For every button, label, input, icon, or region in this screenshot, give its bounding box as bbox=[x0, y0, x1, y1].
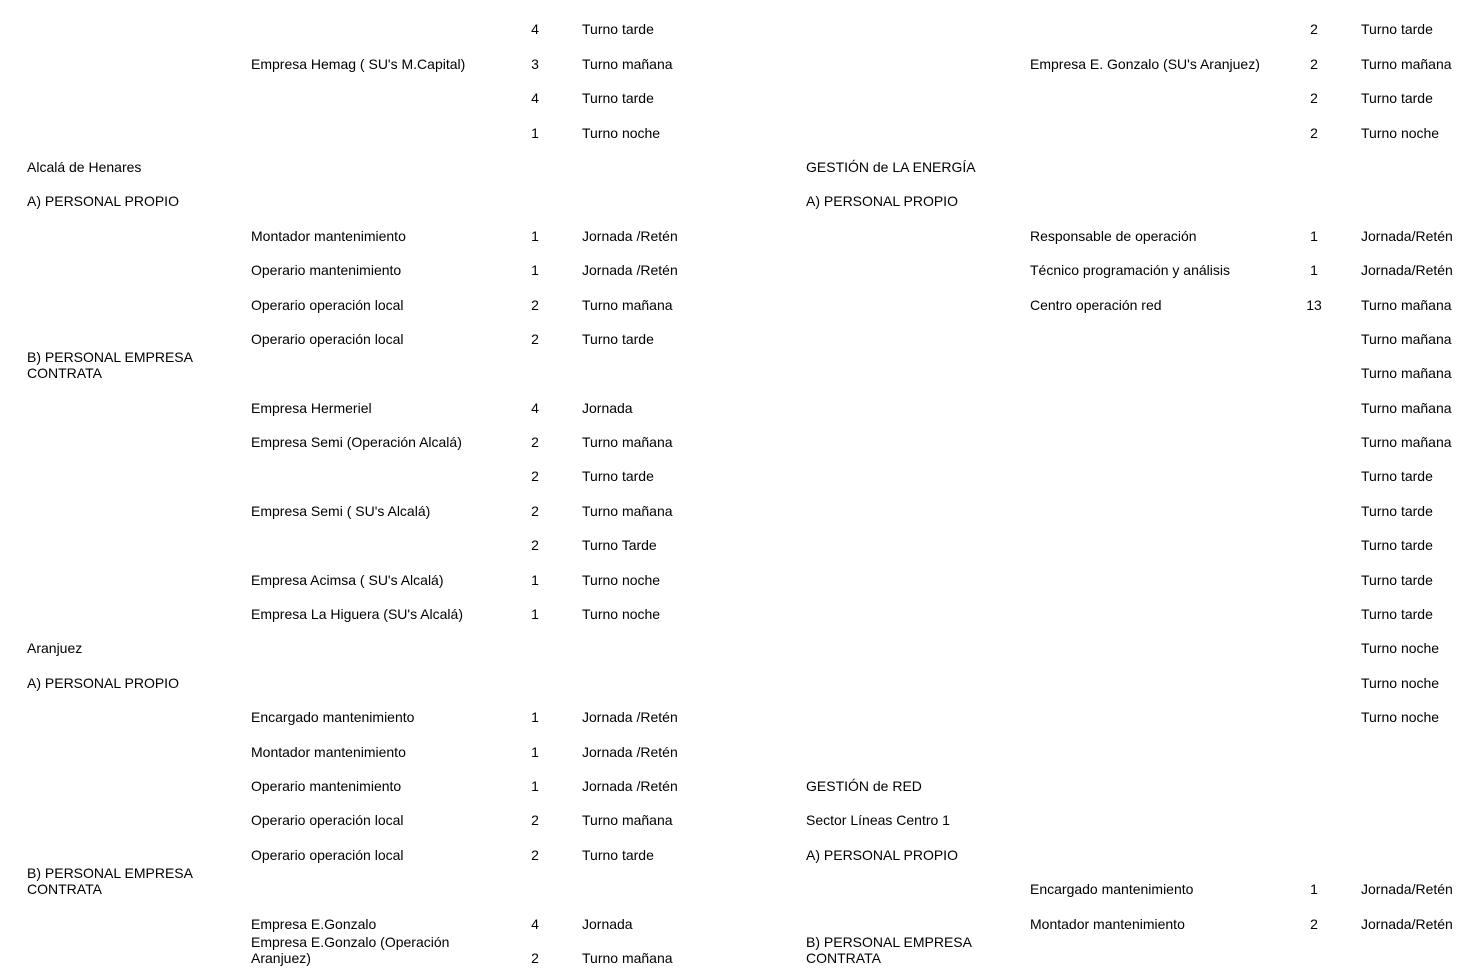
shift-label-right: Turno tarde bbox=[1361, 468, 1433, 485]
staffing-table bbox=[0, 8, 1480, 971]
shift-label-right: Turno noche bbox=[1361, 640, 1440, 657]
table-row bbox=[0, 593, 1480, 627]
headcount: 2 bbox=[531, 846, 539, 863]
shift-label-right: Turno tarde bbox=[1361, 571, 1433, 588]
table-row bbox=[0, 833, 1480, 867]
table-row bbox=[0, 77, 1480, 111]
table-row bbox=[0, 42, 1480, 76]
table-row bbox=[0, 214, 1480, 248]
shift-label-right: Turno mañana bbox=[1361, 296, 1452, 313]
section-label: Alcalá de Henares bbox=[27, 158, 142, 175]
shift-label: Turno tarde bbox=[582, 330, 654, 347]
area-label: GESTIÓN de LA ENERGÍA bbox=[806, 158, 976, 175]
table-row bbox=[0, 283, 1480, 317]
headcount: 1 bbox=[531, 777, 539, 794]
table-row bbox=[0, 349, 1480, 386]
role-label-right: Encargado mantenimiento bbox=[1030, 881, 1194, 898]
headcount: 2 bbox=[531, 812, 539, 829]
shift-label: Turno mañana bbox=[582, 949, 673, 966]
shift-label: Turno Tarde bbox=[582, 537, 657, 554]
area-label: A) PERSONAL PROPIO bbox=[806, 846, 958, 863]
shift-label: Jornada /Retén bbox=[582, 262, 678, 279]
shift-label-right: Turno mañana bbox=[1361, 365, 1452, 382]
role-label: Operario operación local bbox=[251, 296, 404, 313]
headcount-right: 2 bbox=[1310, 21, 1318, 38]
headcount-right: 1 bbox=[1310, 227, 1318, 244]
table-row bbox=[0, 627, 1480, 661]
role-label: Operario mantenimiento bbox=[251, 777, 402, 794]
headcount-right: 1 bbox=[1310, 881, 1318, 898]
shift-label: Jornada bbox=[582, 399, 633, 416]
table-row bbox=[0, 524, 1480, 558]
table-row bbox=[0, 765, 1480, 799]
headcount-right: 1 bbox=[1310, 262, 1318, 279]
shift-label: Turno tarde bbox=[582, 468, 654, 485]
table-row bbox=[0, 455, 1480, 489]
headcount-right: 2 bbox=[1310, 915, 1318, 932]
shift-label-right: Turno mañana bbox=[1361, 399, 1452, 416]
headcount: 2 bbox=[531, 502, 539, 519]
shift-label: Turno mañana bbox=[582, 502, 673, 519]
table-row bbox=[0, 799, 1480, 833]
shift-label-right: Turno mañana bbox=[1361, 434, 1452, 451]
role-label: Empresa Semi (Operación Alcalá) bbox=[251, 434, 462, 451]
section-label: B) PERSONAL EMPRESA CONTRATA bbox=[27, 865, 193, 898]
headcount: 2 bbox=[531, 537, 539, 554]
headcount: 1 bbox=[531, 743, 539, 760]
shift-label: Jornada /Retén bbox=[582, 227, 678, 244]
shift-label-right: Turno tarde bbox=[1361, 606, 1433, 623]
shift-label-right: Turno tarde bbox=[1361, 90, 1433, 107]
table-row bbox=[0, 661, 1480, 695]
shift-label: Jornada bbox=[582, 915, 633, 932]
area-label: GESTIÓN de RED bbox=[806, 777, 922, 794]
headcount: 2 bbox=[531, 949, 539, 966]
shift-label-right: Turno tarde bbox=[1361, 537, 1433, 554]
table-row bbox=[0, 902, 1480, 936]
shift-label: Jornada /Retén bbox=[582, 743, 678, 760]
role-label: Empresa Hermeriel bbox=[251, 399, 372, 416]
headcount-right: 2 bbox=[1310, 90, 1318, 107]
role-label-right: Técnico programación y análisis bbox=[1030, 262, 1230, 279]
shift-label: Turno mañana bbox=[582, 55, 673, 72]
role-label-right: Empresa E. Gonzalo (SU's Aranjuez) bbox=[1030, 55, 1260, 72]
shift-label-right: Jornada/Retén bbox=[1361, 915, 1453, 932]
role-label: Empresa La Higuera (SU's Alcalá) bbox=[251, 606, 463, 623]
shift-label-right: Turno mañana bbox=[1361, 55, 1452, 72]
role-label: Montador mantenimiento bbox=[251, 227, 406, 244]
shift-label: Turno tarde bbox=[582, 21, 654, 38]
role-label: Empresa Semi ( SU's Alcalá) bbox=[251, 502, 431, 519]
role-label: Montador mantenimiento bbox=[251, 743, 406, 760]
table-row bbox=[0, 730, 1480, 764]
area-label: B) PERSONAL EMPRESA CONTRATA bbox=[806, 933, 972, 966]
headcount: 2 bbox=[531, 434, 539, 451]
headcount-right: 13 bbox=[1306, 296, 1322, 313]
shift-label: Turno mañana bbox=[582, 296, 673, 313]
table-row bbox=[0, 933, 1480, 971]
shift-label: Turno tarde bbox=[582, 90, 654, 107]
shift-label-right: Turno noche bbox=[1361, 674, 1440, 691]
role-label: Operario operación local bbox=[251, 330, 404, 347]
shift-label: Turno noche bbox=[582, 124, 661, 141]
role-label: Operario operación local bbox=[251, 812, 404, 829]
table-row bbox=[0, 111, 1480, 145]
section-label: Aranjuez bbox=[27, 640, 83, 657]
shift-label-right: Jornada/Retén bbox=[1361, 227, 1453, 244]
role-label-right: Responsable de operación bbox=[1030, 227, 1197, 244]
role-label: Empresa Acimsa ( SU's Alcalá) bbox=[251, 571, 444, 588]
shift-label-right: Turno noche bbox=[1361, 709, 1440, 726]
section-label: B) PERSONAL EMPRESA CONTRATA bbox=[27, 349, 193, 382]
role-label: Empresa E.Gonzalo (Operación Aranjuez) bbox=[251, 933, 450, 966]
shift-label: Turno noche bbox=[582, 606, 661, 623]
headcount: 1 bbox=[531, 227, 539, 244]
shift-label-right: Jornada/Retén bbox=[1361, 262, 1453, 279]
headcount: 2 bbox=[531, 468, 539, 485]
headcount: 1 bbox=[531, 571, 539, 588]
shift-label-right: Turno tarde bbox=[1361, 502, 1433, 519]
area-label: Sector Líneas Centro 1 bbox=[806, 812, 950, 829]
headcount-right: 2 bbox=[1310, 55, 1318, 72]
shift-label: Turno tarde bbox=[582, 846, 654, 863]
headcount: 1 bbox=[531, 709, 539, 726]
shift-label-right: Turno noche bbox=[1361, 124, 1440, 141]
section-label: A) PERSONAL PROPIO bbox=[27, 674, 179, 691]
table-row bbox=[0, 180, 1480, 214]
headcount: 3 bbox=[531, 55, 539, 72]
role-label: Empresa E.Gonzalo bbox=[251, 915, 377, 932]
headcount: 4 bbox=[531, 21, 539, 38]
headcount: 1 bbox=[531, 262, 539, 279]
table-row bbox=[0, 386, 1480, 420]
shift-label-right: Turno mañana bbox=[1361, 330, 1452, 347]
shift-label: Jornada /Retén bbox=[582, 777, 678, 794]
headcount: 4 bbox=[531, 90, 539, 107]
shift-label-right: Turno tarde bbox=[1361, 21, 1433, 38]
headcount-right: 2 bbox=[1310, 124, 1318, 141]
shift-label-right: Jornada/Retén bbox=[1361, 881, 1453, 898]
role-label: Operario mantenimiento bbox=[251, 262, 402, 279]
headcount: 1 bbox=[531, 124, 539, 141]
headcount: 2 bbox=[531, 330, 539, 347]
table-row bbox=[0, 696, 1480, 730]
table-row bbox=[0, 146, 1480, 180]
shift-label: Turno mañana bbox=[582, 812, 673, 829]
role-label: Encargado mantenimiento bbox=[251, 709, 415, 726]
table-row bbox=[0, 249, 1480, 283]
role-label: Empresa Hemag ( SU's M.Capital) bbox=[251, 55, 466, 72]
table-row bbox=[0, 865, 1480, 902]
table-row bbox=[0, 8, 1480, 42]
role-label: Operario operación local bbox=[251, 846, 404, 863]
table-row bbox=[0, 421, 1480, 455]
role-label-right: Montador mantenimiento bbox=[1030, 915, 1185, 932]
headcount: 1 bbox=[531, 606, 539, 623]
area-label: A) PERSONAL PROPIO bbox=[806, 193, 958, 210]
shift-label: Turno noche bbox=[582, 571, 661, 588]
shift-label: Turno mañana bbox=[582, 434, 673, 451]
role-label-right: Centro operación red bbox=[1030, 296, 1162, 313]
table-row bbox=[0, 489, 1480, 523]
shift-label: Jornada /Retén bbox=[582, 709, 678, 726]
headcount: 4 bbox=[531, 399, 539, 416]
section-label: A) PERSONAL PROPIO bbox=[27, 193, 179, 210]
table-row bbox=[0, 558, 1480, 592]
headcount: 2 bbox=[531, 296, 539, 313]
table-row bbox=[0, 318, 1480, 352]
headcount: 4 bbox=[531, 915, 539, 932]
